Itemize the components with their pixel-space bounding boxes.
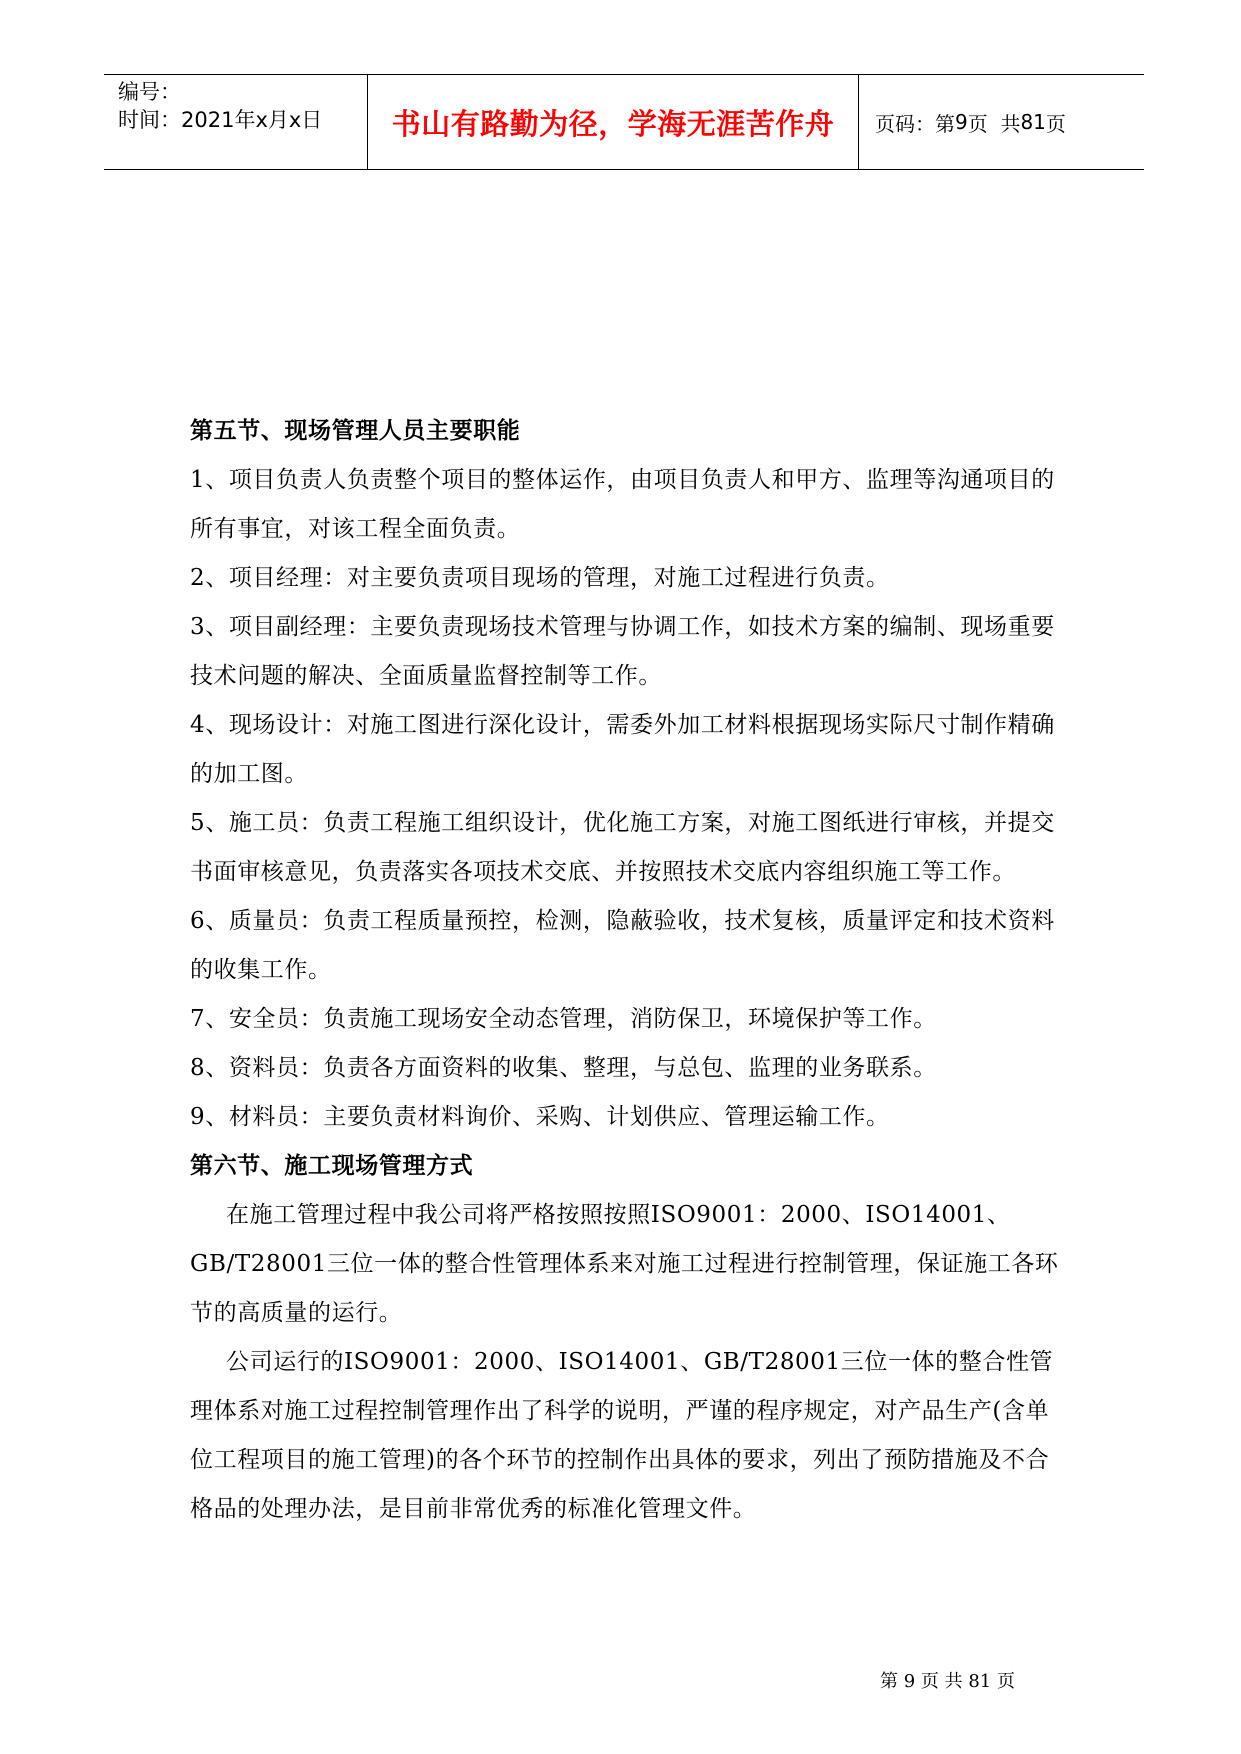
footer-current-page: 9: [903, 1671, 916, 1692]
page-label-prefix: 页码：第: [875, 111, 955, 136]
header-motto: 书山有路勤为径，学海无涯苦作舟: [368, 75, 859, 169]
footer-suffix: 页: [991, 1671, 1015, 1692]
duty-item: 9、材料员：主要负责材料询价、采购、计划供应、管理运输工作。: [190, 1104, 890, 1130]
page-label-middle: 页 共: [967, 111, 1021, 136]
duty-item: 5、施工员：负责工程施工组织设计，优化施工方案，对施工图纸进行审核，并提交书面审核意见，负责落实各项技术交底、并按照技术交底内容组织施工等工作。: [190, 810, 1055, 885]
document-number-label: 编号：: [118, 80, 181, 104]
page-label-suffix: 页: [1045, 111, 1066, 136]
duty-item: 7、安全员：负责施工现场安全动态管理，消防保卫，环境保护等工作。: [190, 1006, 937, 1032]
footer-middle: 页 共: [915, 1671, 969, 1692]
page-total-number: 81: [1020, 110, 1046, 134]
footer-total-pages: 81: [968, 1671, 992, 1692]
page-header: [104, 74, 1144, 170]
duty-item: 8、资料员：负责各方面资料的收集、整理，与总包、监理的业务联系。: [190, 1055, 937, 1081]
document-body: [190, 407, 1062, 1534]
section-heading-6: 第六节、施工现场管理方式: [190, 1153, 474, 1179]
section-heading-5: 第五节、现场管理人员主要职能: [190, 418, 521, 444]
duty-item: 3、项目副经理：主要负责现场技术管理与协调工作，如技术方案的编制、现场重要技术问题的解决、全面质量监督控制等工作。: [190, 614, 1055, 689]
document-date: 时间：2021年x月x日: [118, 108, 323, 132]
duty-item: 1、项目负责人负责整个项目的整体运作，由项目负责人和甲方、监理等沟通项目的所有事宜，对该工程全面负责。: [190, 467, 1055, 542]
body-paragraph: 公司运行的ISO9001：2000、ISO14001、GB/T28001三位一体的整合性管理体系对施工过程控制管理作出了科学的说明，严谨的程序规定，对产品生产(含单位工程项目的施工管理)的各个环节的控制作出具体的要求，列出了预防措施及不合格品的处理办法，是目前非常优秀的标准化管理文件。: [190, 1349, 1054, 1522]
body-paragraph: 在施工管理过程中我公司将严格按照按照ISO9001：2000、ISO14001、GB/T28001三位一体的整合性管理体系来对施工过程进行控制管理，保证施工各环节的高质量的运行。: [190, 1202, 1059, 1326]
footer-prefix: 第: [880, 1671, 904, 1692]
header-page-info: [859, 75, 1144, 169]
duty-item: 4、现场设计：对施工图进行深化设计，需委外加工材料根据现场实际尺寸制作精确的加工图。: [190, 712, 1055, 787]
duty-item: 2、项目经理：对主要负责项目现场的管理，对施工过程进行负责。: [190, 565, 890, 591]
page-footer: [880, 1667, 1015, 1693]
page-current-number: 9: [955, 110, 968, 134]
header-meta: [104, 75, 368, 169]
duty-item: 6、质量员：负责工程质量预控，检测，隐蔽验收，技术复核，质量评定和技术资料的收集工作。: [190, 908, 1055, 983]
